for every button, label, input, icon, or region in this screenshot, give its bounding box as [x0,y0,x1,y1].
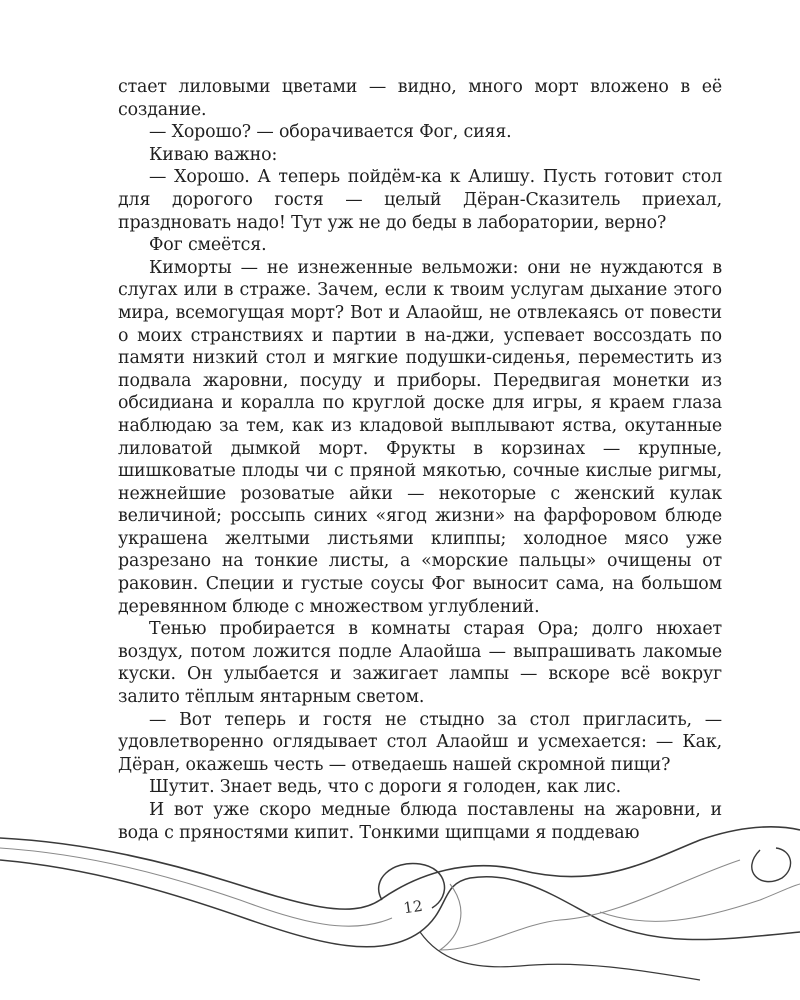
wave-inner-line-3 [600,884,800,921]
paragraph-5: Фог смеётся. [149,235,267,256]
page-number: 12 [402,896,424,918]
paragraph-2: — Хорошо? — оборачивается Фог, сияя. [149,122,512,143]
paragraph-8: — Вот теперь и гостя не стыдно за стол пригласить, — удовлетворенно оглядывает стол Алаойш и усмехается: — Как, Дёран, окажешь честь — отведаешь нашей скромной пищи? [118,709,722,775]
paragraph-7: Тенью пробирается в комнаты старая Ора; долго нюхает воздух, потом ложится подле Алаойша — выпрашивать лакомые куски. Он улыбается и зажигает лампы — вскоре всё вокруг залито тёплым янтарным светом. [118,619,722,708]
wave-inner-line-1 [0,848,392,926]
paragraph-10: И вот уже скоро медные блюда поставлены на жаровни, и вода с пряностями кипит. Тонкими щипцами я поддеваю [118,800,722,843]
wave-curl-right [752,848,791,882]
wave-outer-line [0,827,800,909]
wave-inner-line-2 [440,860,740,950]
paragraph-3: Киваю важно: [149,144,278,165]
wave-tail [420,932,700,980]
paragraph-6: Киморты — не изнеженные вельможи: они не нуждаются в слугах или в страже. Зачем, если к твоим услугам дыхание этого мира, всемогущая морт? Вот и Алаойш, не отвлекаясь от повести о моих странствиях и партии в на-джи, успевает воссоздать по памяти низкий стол и мягкие подушки-сиденья, переместить из подвала жаровни, посуду и приборы. Передвигая монетки из обсидиана и коралла по круглой доске для игры, я краем глаза наблюдаю за тем, как из кладовой выплывают яства, окутанные лиловатой дымкой морт. Фрукты в корзинах — крупные, шишковатые плоды чи с пряной мякотью, сочные кислые ригмы, нежнейшие розоватые айки — некоторые с женский кулак величиной; россыпь синих «ягод жизни» на фарфоровом блюде украшена желтыми листьями клиппы; холодное мясо уже разрезано на тонкие листы, а «морские пальцы» очищены от раковин. Специи и густые соусы Фог выносит сама, на большом деревянном блюде с множеством углублений. [118,257,722,617]
paragraph-4: — Хорошо. А теперь пойдём-ка к Алишу. Пусть готовит стол для дорогого гостя — целый Дёран-Сказитель приехал, праздновать надо! Тут уж не до беды в лаборатории, верно? [118,167,722,233]
body-text [118,76,722,844]
paragraph-9: Шутит. Знает ведь, что с дороги я голоден, как лис. [149,777,622,798]
paragraph-1: стает лиловыми цветами — видно, много морт вложено в её создание. [118,77,722,120]
